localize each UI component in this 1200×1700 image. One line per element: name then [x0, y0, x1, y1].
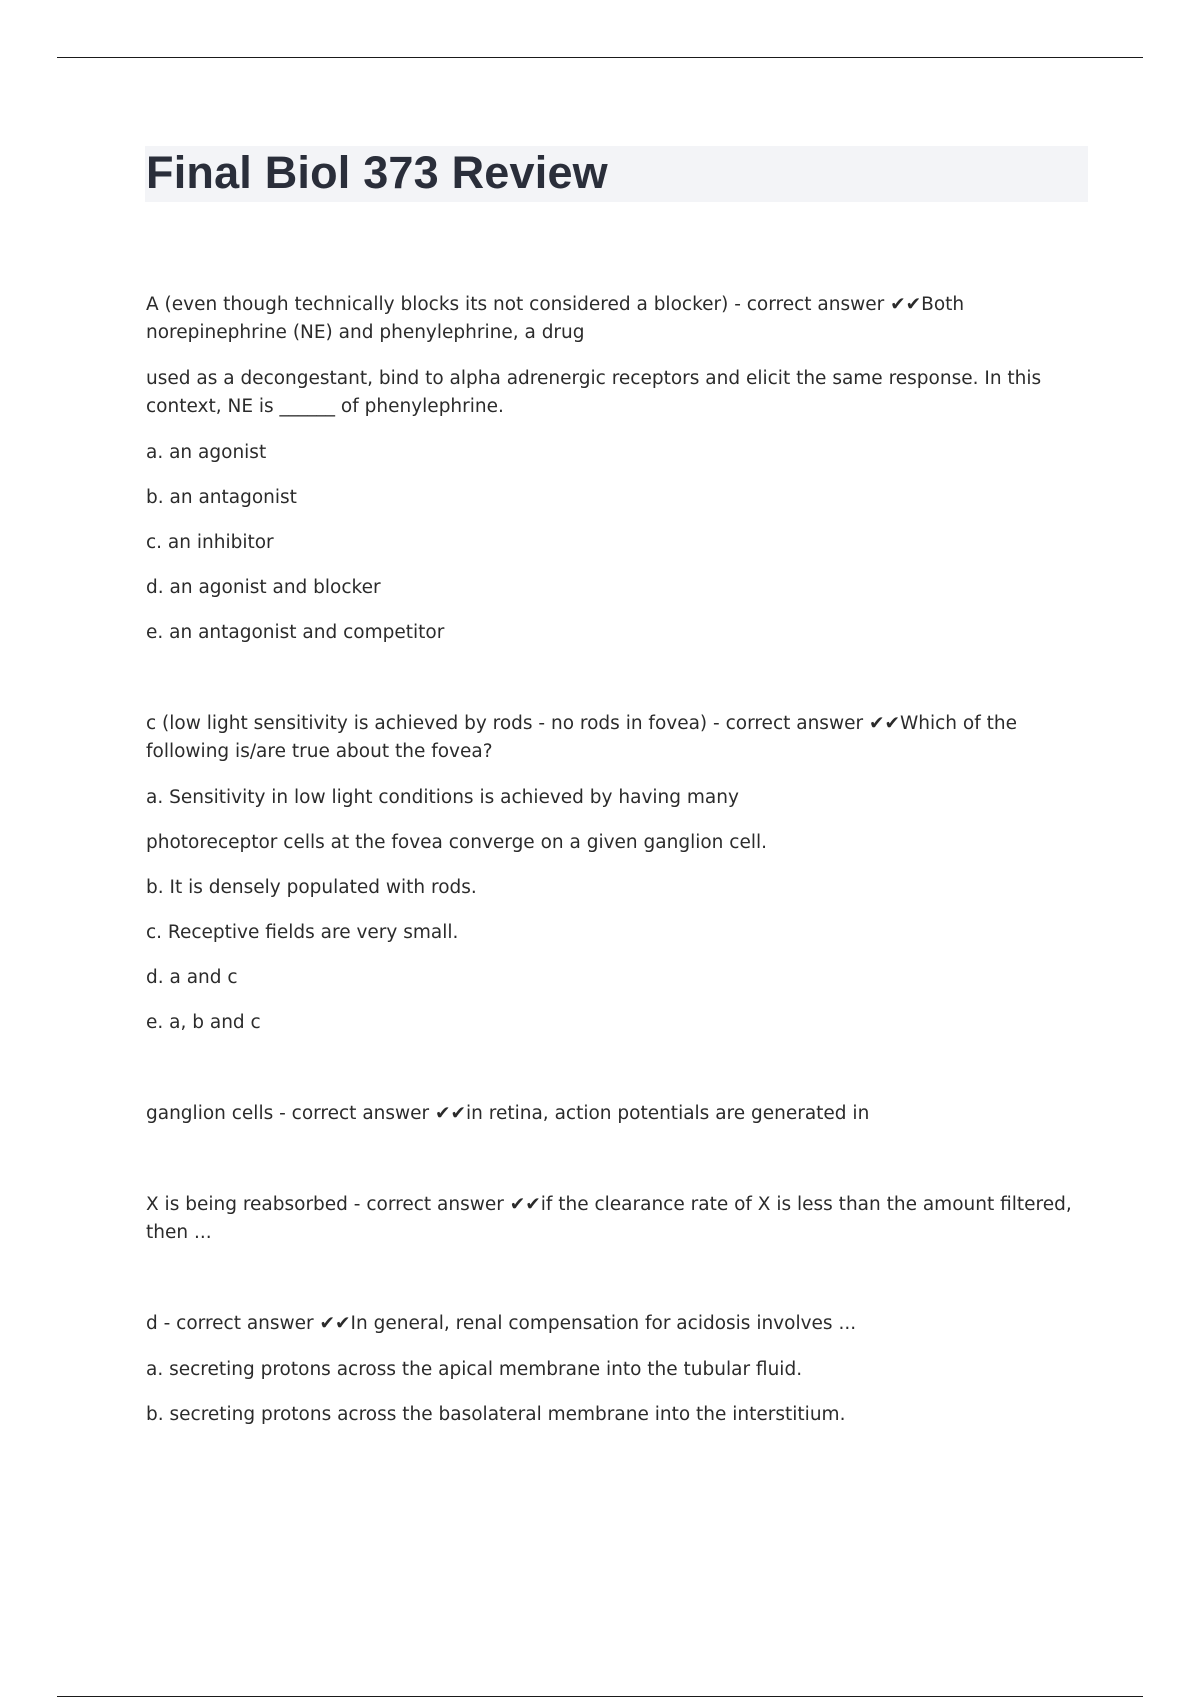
- option-b: b. secreting protons across the basolateral membrane into the interstitium.: [146, 1404, 846, 1425]
- answer-line: d - correct answer ✔✔In general, renal compensation for acidosis involves ...: [146, 1313, 857, 1334]
- option-c: c. an inhibitor: [146, 532, 274, 553]
- question-continuation: used as a decongestant, bind to alpha adrenergic receptors and elicit the same response. In this context, NE is ______ of phenylephrine.: [146, 368, 1042, 417]
- option-b: b. It is densely populated with rods.: [146, 877, 477, 898]
- option-a: a. Sensitivity in low light conditions is achieved by having many: [146, 787, 739, 808]
- answer-line: A (even though technically blocks its not considered a blocker) - correct answer ✔✔Both norepinephrine (NE) and phenylephrine, a drug: [146, 294, 965, 343]
- document-title: Final Biol 373 Review: [146, 147, 608, 198]
- option-e: e. a, b and c: [146, 1012, 261, 1033]
- option-d: d. a and c: [146, 967, 238, 988]
- answer-line: ganglion cells - correct answer ✔✔in retina, action potentials are generated in: [146, 1103, 870, 1124]
- option-d: d. an agonist and blocker: [146, 577, 381, 598]
- option-a: a. an agonist: [146, 442, 267, 463]
- question-block-4: [146, 1191, 1091, 1247]
- document-body: [146, 291, 1091, 1429]
- footer-rule: [57, 1696, 1143, 1697]
- answer-line: X is being reabsorbed - correct answer ✔✔if the clearance rate of X is less than the amount filtered, then ...: [146, 1194, 1072, 1243]
- option-b: b. an antagonist: [146, 487, 297, 508]
- option-a-continuation: photoreceptor cells at the fovea converge on a given ganglion cell.: [146, 832, 767, 853]
- header-rule: [57, 57, 1143, 58]
- option-a: a. secreting protons across the apical membrane into the tubular fluid.: [146, 1359, 803, 1380]
- question-block-2: [146, 710, 1091, 1037]
- question-block-1: [146, 291, 1091, 647]
- option-e: e. an antagonist and competitor: [146, 622, 445, 643]
- question-block-5: [146, 1310, 1091, 1429]
- question-block-3: [146, 1100, 1091, 1128]
- option-c: c. Receptive fields are very small.: [146, 922, 459, 943]
- answer-line: c (low light sensitivity is achieved by rods - no rods in fovea) - correct answer ✔✔Which of the following is/are true about the fovea?: [146, 713, 1017, 762]
